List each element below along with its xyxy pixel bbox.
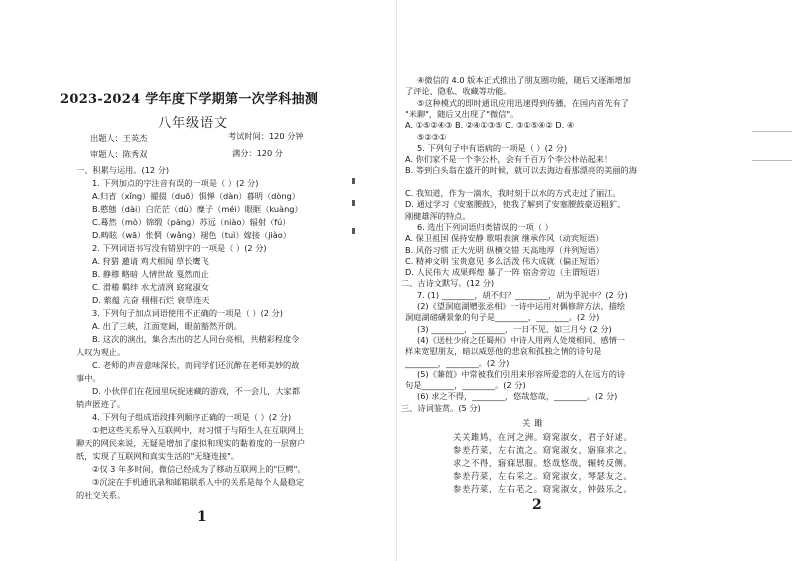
- text-line: B. 风俗习惯 正大光明 纵横交错 天高地厚（并列短语）: [405, 244, 604, 255]
- text-line: 一、积累与运用。(12 分): [76, 165, 170, 175]
- binding-mark: [352, 178, 355, 184]
- text-line: C. 我知道，作为一滴水，我时刻于以水的方式走过了丽江。: [405, 188, 621, 198]
- duration-info: 考试时间：120 分钟: [228, 131, 304, 141]
- text-line: 2. 下列词语书写没有错别字的一项是（ ）(2 分): [92, 243, 267, 253]
- text-line: 聊天的网民来说，无疑是增加了虚拟和现实的黏着度的一层窗户: [76, 438, 306, 448]
- text-line: ②仅 3 年多时间，微信已经成为了移动互联网上的"巨鳄"。: [92, 464, 306, 474]
- text-line: B. 等到白头翁在盛开的时候，就可以去海边看那漂亮的美丽的海: [405, 165, 637, 176]
- text-line: (4)《送杜少府之任蜀州》中诗人用两人处境相同、感情一: [417, 334, 626, 345]
- text-line: (5)《蒹葭》中常被我们引用来形容所爱恋的人在远方的诗: [417, 368, 626, 379]
- text-line: 3. 下列句子加点词语使用不正确的一项是（ ）(2 分): [92, 308, 283, 318]
- poem-line: 参差荇菜，左右芼之。窈窕淑女，钟鼓乐之。: [453, 484, 633, 494]
- text-line: 7. (1) ________，胡不归？________，胡为乎泥中？(2 分): [417, 289, 628, 300]
- text-line: A. 出了三峡，江面宽阔，眼前豁然开朗。: [92, 321, 242, 331]
- text-line: 6. 选出下列词语归类错误的一项（ ）: [417, 221, 553, 232]
- text-line: "米聊"，随后又出现了"微信"。: [405, 108, 519, 119]
- text-line: ⑤这种模式的即时通讯应用迅速得到传播，在国内首先有了: [417, 97, 630, 108]
- poem-line: 参差荇菜，左右流之。窈窕淑女，寤寐求之。: [453, 445, 633, 455]
- text-line: 洞庭湖磅礴景象的句子是________，________。(2 分): [405, 312, 600, 323]
- text-line: C.蓦然（mò）锦缎（pàng）苏远（niào）辐射（fú）: [92, 217, 291, 227]
- text-line: (3) ________，________，一日不见，如三月兮 (2 分): [417, 323, 612, 334]
- text-line: B. 静穆 略暗 人情世故 戛然而止: [92, 269, 209, 279]
- text-line: (2)《望洞庭湖赠张丞相》一诗中运用对偶修辞方法，描绘: [417, 301, 626, 311]
- text-line: 三、诗词鉴赏。(5 分): [401, 402, 481, 413]
- text-line: D. 人民伟大 成果辉煌 暴了一阵 宿舍旁边（主谓短语）: [405, 267, 605, 278]
- text-line: 刚健雄浑的特点。: [405, 210, 471, 221]
- text-line: (6) 求之不得，________，悠哉悠哉，________。(2 分): [417, 391, 618, 402]
- reviewer-info: 审题人：陈秀双: [90, 149, 148, 159]
- page-number: 1: [197, 509, 207, 525]
- text-line: 5. 下列句子中有语病的一项是（ ）(2 分): [417, 142, 568, 153]
- text-line: ③沉淀在手机通讯录和邮箱联系人中的关系是每个人最稳定: [92, 477, 305, 487]
- text-line: A.归省（xǐng）擢掇（duō）惧惮（dàn）暮明（dòng）: [92, 191, 300, 201]
- text-line: C. 精神文明 宝贵意见 多么活泼 伟大成就（偏正短语）: [405, 255, 604, 266]
- text-line: 样来宽慰朋友，暗以威惩他的悲哀和孤独之情的诗句是: [405, 346, 602, 357]
- right-page: [397, 0, 794, 561]
- binding-mark: [352, 200, 355, 206]
- text-line: C. 老师的声音意味深长，而同学们还沉醉在老师美妙的故: [92, 360, 300, 370]
- binding-mark: [352, 228, 355, 234]
- poem-line: 参差荇菜，左右采之。窈窕淑女，琴瑟友之。: [453, 471, 633, 481]
- text-line: D. 通过学习《安塞腰鼓》，使我了解到了安塞腰鼓豪迈粗犷、: [405, 199, 626, 210]
- exam-title: 2023-2024 学年度下学期第一次学科抽测: [60, 92, 319, 107]
- poem-line: 求之不得，寤寐思服。悠哉悠哉，辗转反侧。: [453, 458, 633, 468]
- text-line: ①把这些关系导入互联网中，对习惯于与陌生人在互联网上: [92, 425, 305, 435]
- text-line: A. 你们家不是一个李公朴，会有千百万个李公朴站起来！: [405, 154, 613, 165]
- text-line: ________，________。(2 分): [405, 357, 510, 368]
- text-line: D. 萦蕴 亢奋 栩栩石烂 衰草连天: [92, 295, 210, 305]
- text-line: B.憨態（dài）白茫茫（dù）糜子（méi）眼眶（kuàng）: [92, 204, 303, 214]
- text-line: 纸，实现了互联网和真实生活的"无缝连接"。: [76, 451, 240, 461]
- text-line: 了评论、隐私、收藏等功能。: [405, 86, 512, 97]
- text-line: B. 这次的演出，集合杰出的艺人同台亮相，共精彩程度令: [92, 334, 300, 344]
- text-line: A. ①⑤②④③ B. ②④①③⑤ C. ③①⑤④② D. ④: [405, 120, 575, 131]
- text-line: ⑤②③①: [417, 131, 447, 142]
- text-line: 二、古诗文默写。(12 分): [401, 278, 495, 289]
- text-line: 事中。: [76, 373, 101, 383]
- text-line: ④微信的 4.0 版本正式推出了朋友圈功能，随后又逐渐增加: [417, 75, 631, 85]
- poem-title: 关 雎: [522, 418, 544, 428]
- text-line: 人叹为观止。: [76, 347, 126, 357]
- author-info: 出题人：王英杰: [90, 133, 148, 143]
- poem-line: 关关雎鸠，在河之洲。窈窕淑女，君子好逑。: [453, 432, 633, 442]
- page-number: 2: [532, 497, 542, 513]
- text-line: 的社交关系。: [76, 490, 126, 500]
- cut-rule: [752, 160, 792, 161]
- text-line: 句是________，________。(2 分): [405, 380, 526, 391]
- score-info: 满分：120 分: [232, 148, 283, 158]
- text-line: D. 小伙伴们在花园里玩捉迷藏的游戏，不一会儿，大家都: [92, 386, 301, 396]
- subject-title: 八年级语文: [158, 116, 229, 131]
- text-line: A. 保卫祖国 保持安静 歌唱表演 继承作风（动宾短语）: [405, 233, 604, 244]
- text-line: A. 狩猎 邀请 鸡犬相闻 草长鹰飞: [92, 256, 209, 266]
- text-line: 销声匿迹了。: [76, 399, 126, 409]
- cut-rule: [752, 131, 792, 132]
- text-line: 4. 下列句子组成语段排列顺序正确的一项是（ ）(2 分): [92, 412, 292, 422]
- text-line: C. 滑稽 羁绊 水尤清洌 窈窕淑女: [92, 282, 209, 292]
- text-line: 1. 下列加点的字注音有误的一项是（ ）(2 分): [92, 178, 259, 188]
- text-line: D.畴眩（wā）怅惘（wǎng）褪色（tuì）嫁接（jiào）: [92, 230, 291, 240]
